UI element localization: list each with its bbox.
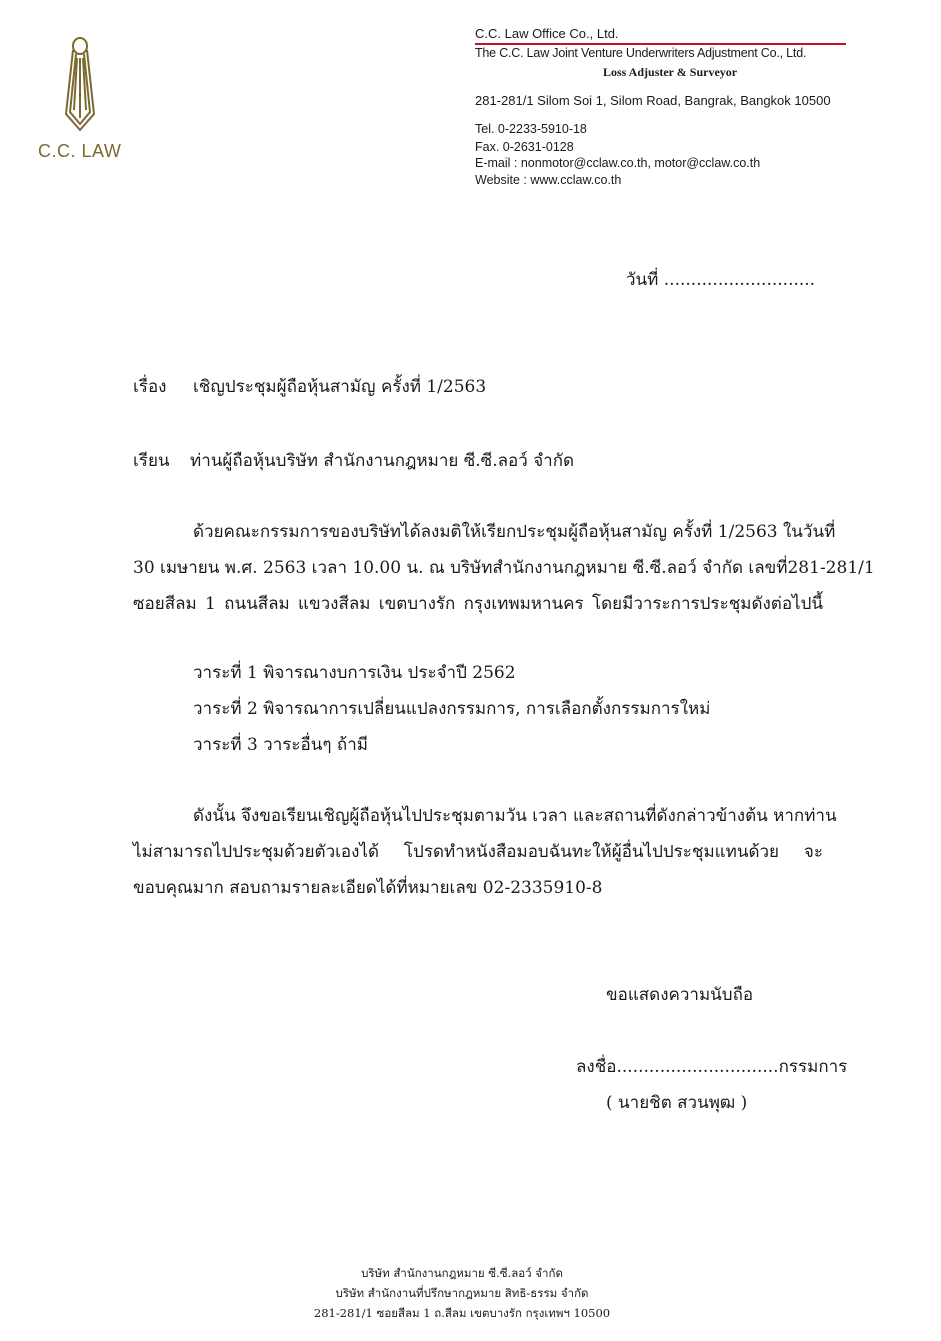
company-website: Website : www.cclaw.co.th	[475, 173, 622, 187]
signatory-name: ( นายชิต สวนพุฒ )	[606, 1093, 748, 1113]
paragraph-line: ซอยสีลม 1 ถนนสีลม แขวงสีลม เขตบางรัก กรุงเทพมหานคร โดยมีวาระการประชุมดังต่อไปนี้	[133, 594, 823, 614]
paragraph-intro	[133, 521, 875, 629]
company-address: 281-281/1 Silom Soi 1, Silom Road, Bangrak, Bangkok 10500	[475, 93, 831, 108]
agenda-item: วาระที่ 3 วาระอื่นๆ ถ้ามี	[193, 735, 368, 755]
closing-text: ขอแสดงความนับถือ	[606, 985, 754, 1005]
logo-text: C.C. LAW	[38, 141, 122, 161]
date-line: วันที่ ............................	[626, 270, 816, 290]
company-name: C.C. Law Office Co., Ltd.	[475, 26, 619, 41]
company-role: Loss Adjuster & Surveyor	[603, 65, 738, 79]
paragraph-invitation	[133, 805, 837, 913]
paragraph-line: ขอบคุณมาก สอบถามรายละเอียดได้ที่หมายเลข 02-2335910-8	[133, 878, 603, 898]
agenda-item: วาระที่ 1 พิจารณางบการเงิน ประจำปี 2562	[193, 663, 516, 683]
company-fax: Fax. 0-2631-0128	[475, 140, 574, 154]
letterhead-divider	[475, 43, 846, 45]
recipient-label: เรียน	[133, 451, 170, 471]
joint-venture-name: The C.C. Law Joint Venture Underwriters Adjustment Co., Ltd.	[475, 46, 807, 60]
signature-line: ลงชื่อ..............................กรรมการ	[576, 1057, 848, 1077]
agenda-list	[193, 662, 710, 770]
company-email: E-mail : nonmotor@cclaw.co.th, motor@cclaw.co.th	[475, 156, 761, 170]
paragraph-line: ดังนั้น จึงขอเรียนเชิญผู้ถือหุ้นไปประชุมตามวัน เวลา และสถานที่ดังกล่าวข้างต้น หากท่าน	[193, 806, 837, 826]
company-tel: Tel. 0-2233-5910-18	[475, 122, 587, 136]
paragraph-line: ไม่สามารถไปประชุมด้วยตัวเองได้ โปรดทำหนังสือมอบฉันทะให้ผู้อื่นไปประชุมแทนด้วย จะ	[133, 842, 823, 862]
subject-label: เรื่อง	[133, 377, 167, 397]
footer-line: บริษัท สำนักงานที่ปรึกษากฎหมาย สิทธิ-ธรรม จำกัด	[335, 1286, 589, 1300]
subject-text: เชิญประชุมผู้ถือหุ้นสามัญ ครั้งที่ 1/2563	[193, 377, 487, 397]
agenda-item: วาระที่ 2 พิจารณาการเปลี่ยนแปลงกรรมการ, การเลือกตั้งกรรมการใหม่	[193, 699, 711, 719]
footer-line: 281-281/1 ซอยสีลม 1 ถ.สีลม เขตบางรัก กรุงเทพฯ 10500	[313, 1306, 611, 1320]
footer-line: บริษัท สำนักงานกฎหมาย ซี.ซี.ลอว์ จำกัด	[361, 1266, 563, 1280]
cc-law-logo-icon	[58, 36, 102, 136]
paragraph-line: 30 เมษายน พ.ศ. 2563 เวลา 10.00 น. ณ บริษัทสำนักงานกฎหมาย ซี.ซี.ลอว์ จำกัด เลขที่281-281/1	[133, 558, 875, 578]
recipient-text: ท่านผู้ถือหุ้นบริษัท สำนักงานกฎหมาย ซี.ซี.ลอว์ จำกัด	[190, 451, 575, 471]
paragraph-line: ด้วยคณะกรรมการของบริษัทได้ลงมติให้เรียกประชุมผู้ถือหุ้นสามัญ ครั้งที่ 1/2563 ในวันที่	[193, 522, 836, 542]
